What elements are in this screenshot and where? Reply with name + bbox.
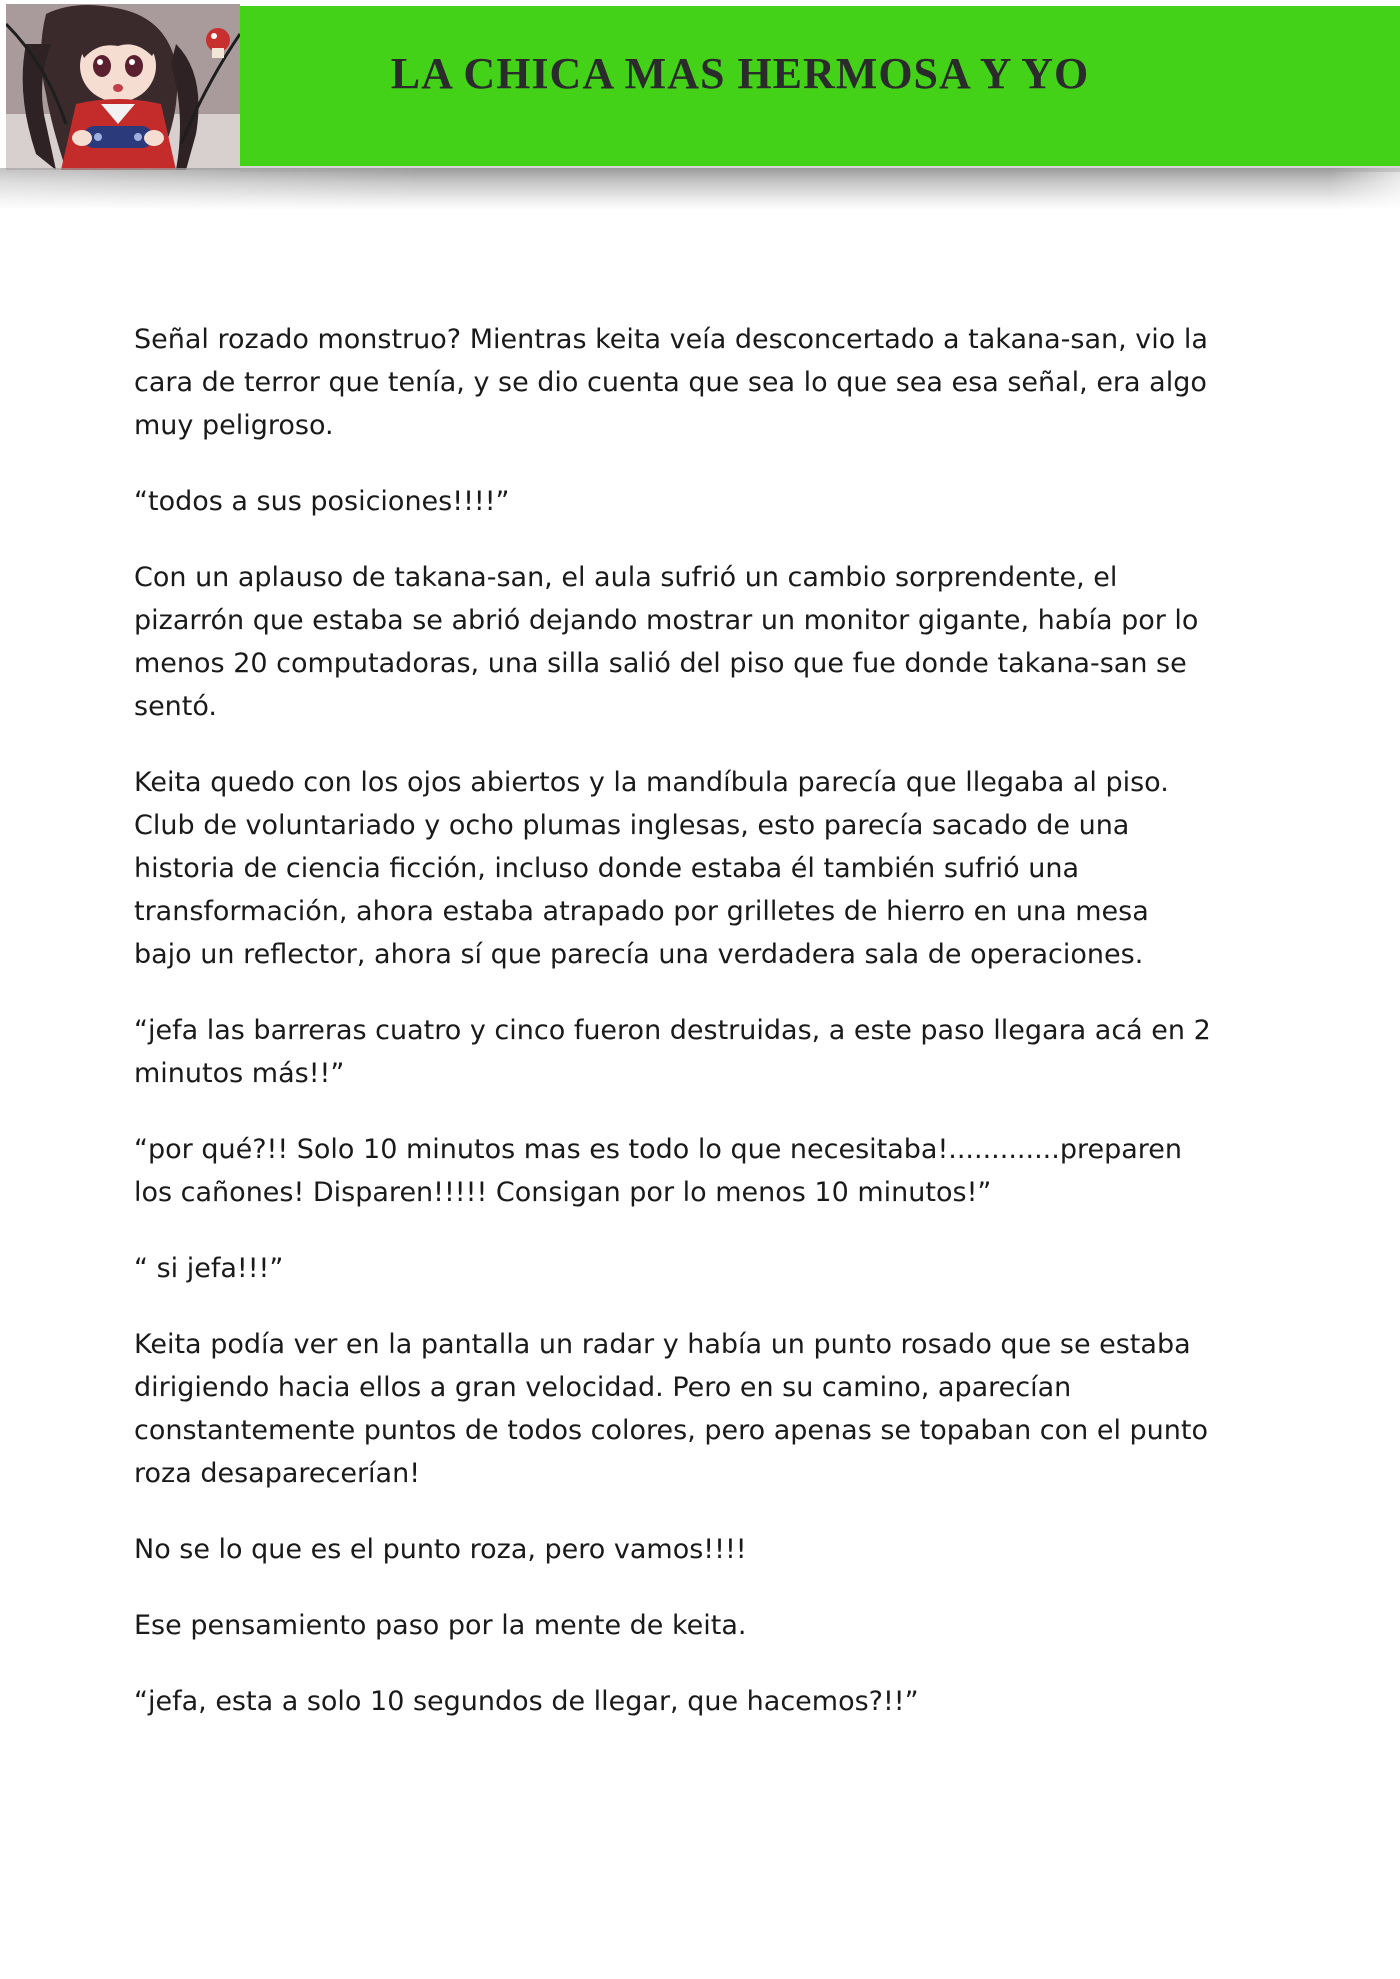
anime-girl-image: [6, 4, 240, 170]
paragraph: Keita quedo con los ojos abiertos y la mandíbula parecía que llegaba al piso. Club de voluntariado y ocho plumas inglesas, esto parecía sacado de una historia de ciencia ficción, incluso donde estaba él también sufrió una transformación, ahora estaba atrapado por grilletes de hierro en una mesa bajo un reflector, ahora sí que parecía una verdadera sala de operaciones.: [134, 767, 1169, 970]
document-body: [134, 318, 1214, 1756]
paragraph: “ si jefa!!!”: [134, 1253, 284, 1284]
paragraph: Señal rozado monstruo? Mientras keita veía desconcertado a takana-san, vio la cara de terror que tenía, y se dio cuenta que sea lo que sea esa señal, era algo muy peligroso.: [134, 324, 1208, 441]
header-shadow: [0, 168, 1400, 210]
paragraph: “por qué?!! Solo 10 minutos mas es todo lo que necesitaba!.............preparen los cañones! Disparen!!!!! Consigan por lo menos 10 minutos!”: [134, 1134, 1183, 1208]
paragraph: No se lo que es el punto roza, pero vamos!!!!: [134, 1534, 747, 1565]
paragraph: Ese pensamiento paso por la mente de keita.: [134, 1610, 747, 1641]
paragraph: Con un aplauso de takana-san, el aula sufrió un cambio sorprendente, el pizarrón que estaba se abrió dejando mostrar un monitor gigante, había por lo menos 20 computadoras, una silla salió del piso que fue donde takana-san se sentó.: [134, 562, 1199, 722]
paragraph: Keita podía ver en la pantalla un radar y había un punto rosado que se estaba dirigiendo hacia ellos a gran velocidad. Pero en su camino, aparecían constantemente puntos de todos colores, pero apenas se topaban con el punto roza desaparecerían!: [134, 1329, 1209, 1489]
page-header: [0, 0, 1400, 220]
paragraph: “todos a sus posiciones!!!!”: [134, 486, 510, 517]
paragraph: “jefa, esta a solo 10 segundos de llegar, que hacemos?!!”: [134, 1686, 919, 1717]
document-title: LA CHICA MAS HERMOSA Y YO: [390, 49, 1090, 98]
paragraph: “jefa las barreras cuatro y cinco fueron destruidas, a este paso llegara acá en 2 minutos más!!”: [134, 1015, 1211, 1089]
